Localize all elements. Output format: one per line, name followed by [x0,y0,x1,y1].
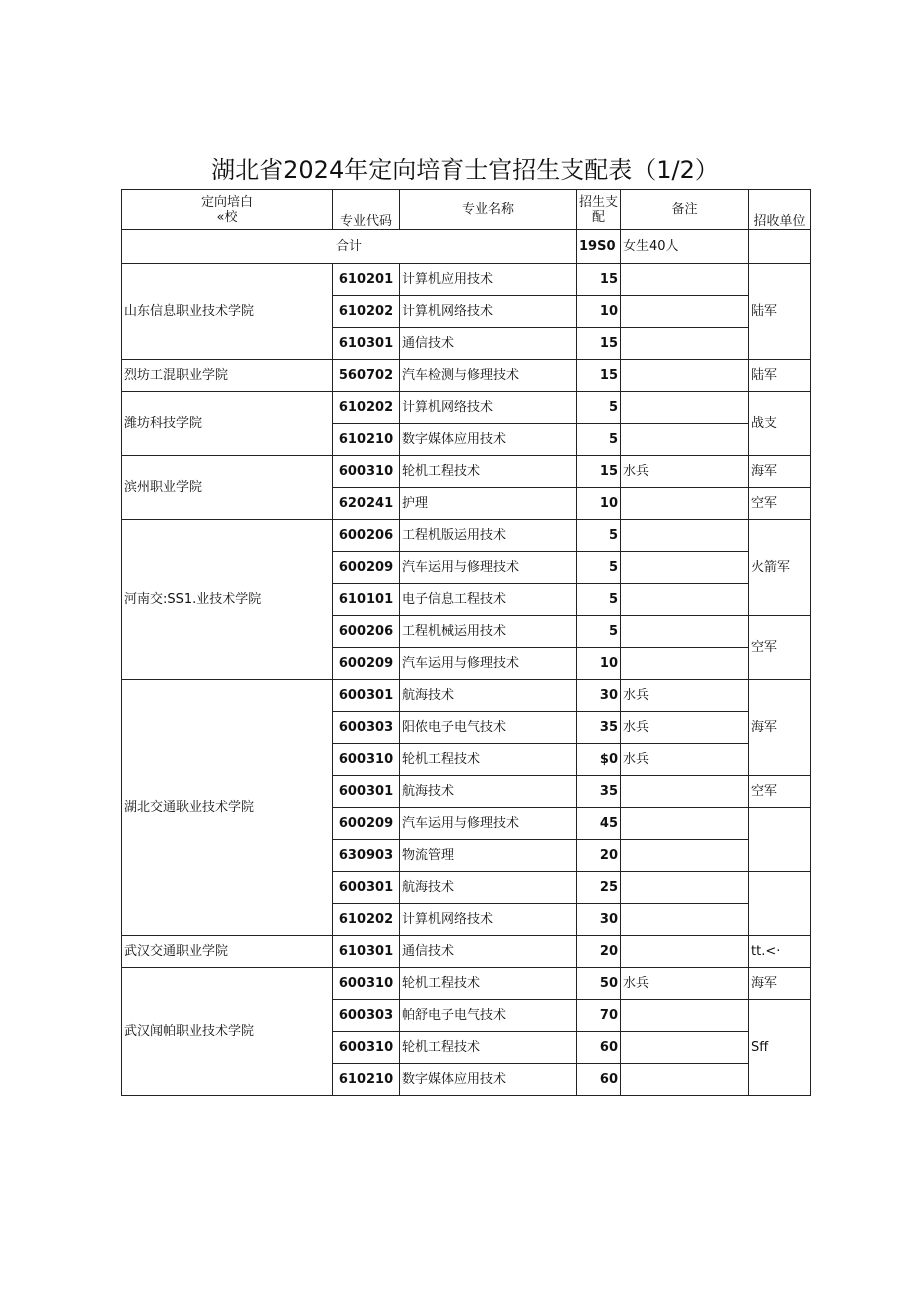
major-code: 630903 [333,840,400,872]
allocation-table [121,189,811,1096]
quota: 70 [577,1000,621,1032]
school-cell: 山东信息职业技术学院 [122,264,333,360]
major-code: 610202 [333,296,400,328]
major-name: 计算机网络技术 [400,392,577,424]
note [621,520,749,552]
major-name: 轮机工程技术 [400,744,577,776]
table-row [122,680,811,712]
quota: 15 [577,360,621,392]
major-code: 600301 [333,776,400,808]
header-row [122,190,811,230]
major-name: 汽车运用与修理技术 [400,648,577,680]
school-cell: 河南交:SS1.业技术学院 [122,520,333,680]
major-code: 600206 [333,616,400,648]
unit-cell: Sff [749,1000,811,1096]
school-cell: 湖北交通耿业技术学院 [122,680,333,936]
quota: 50 [577,968,621,1000]
major-name: 数字媒体应用技术 [400,1064,577,1096]
unit-cell: 海军 [749,456,811,488]
major-name: 航海技术 [400,872,577,904]
note [621,648,749,680]
header-major: 专业名称 [400,190,577,230]
total-quota: 19S0 [577,230,621,264]
major-code: 600310 [333,456,400,488]
note [621,1064,749,1096]
major-name: 计算机网络技术 [400,904,577,936]
major-name: 物流管理 [400,840,577,872]
note [621,840,749,872]
major-code: 600209 [333,552,400,584]
major-name: 汽车运用与修理技术 [400,552,577,584]
note: 水兵 [621,712,749,744]
quota: 5 [577,552,621,584]
unit-cell: 战支 [749,392,811,456]
header-quota: 招生支配 [577,190,621,230]
note: 水兵 [621,968,749,1000]
note [621,808,749,840]
major-name: 通信技术 [400,936,577,968]
major-name: 阳侬电子电气技术 [400,712,577,744]
note: 水兵 [621,680,749,712]
note [621,296,749,328]
note [621,584,749,616]
major-code: 610301 [333,328,400,360]
header-note: 备注 [621,190,749,230]
major-code: 600209 [333,648,400,680]
major-name: 汽车运用与修理技术 [400,808,577,840]
quota: 5 [577,616,621,648]
table-row [122,264,811,296]
unit-cell [749,872,811,936]
quota: 45 [577,808,621,840]
quota: 60 [577,1032,621,1064]
quota: 30 [577,680,621,712]
major-name: 计算机应用技术 [400,264,577,296]
table-row [122,968,811,1000]
page-title: 湖北省2024年定向培育士官招生支配表（1/2） [211,156,719,184]
quota: 60 [577,1064,621,1096]
major-name: 工程机械运用技术 [400,616,577,648]
unit-cell: 陆军 [749,264,811,360]
major-code: 600301 [333,680,400,712]
quota: 30 [577,904,621,936]
table-row [122,456,811,488]
major-code: 600303 [333,1000,400,1032]
note [621,424,749,456]
major-name: 计算机网络技术 [400,296,577,328]
major-code: 610201 [333,264,400,296]
unit-cell [749,808,811,872]
unit-cell: 空军 [749,488,811,520]
note [621,328,749,360]
total-row [122,230,811,264]
unit-cell: 海军 [749,968,811,1000]
quota: 10 [577,296,621,328]
major-code: 600206 [333,520,400,552]
note [621,1032,749,1064]
school-cell: 武汉闻帕职业技术学院 [122,968,333,1096]
note: 水兵 [621,456,749,488]
note [621,264,749,296]
quota: 35 [577,712,621,744]
school-cell: 武汉交通职业学院 [122,936,333,968]
major-code: 620241 [333,488,400,520]
total-label: 合计 [122,230,577,264]
major-code: 600310 [333,1032,400,1064]
quota: 15 [577,456,621,488]
school-cell: 潍坊科技学院 [122,392,333,456]
unit-cell: 空军 [749,776,811,808]
major-name: 轮机工程技术 [400,1032,577,1064]
unit-cell: 火箭军 [749,520,811,616]
note [621,616,749,648]
major-code: 600303 [333,712,400,744]
quota: 20 [577,840,621,872]
quota: 10 [577,488,621,520]
major-code: 560702 [333,360,400,392]
note [621,904,749,936]
major-name: 轮机工程技术 [400,968,577,1000]
note [621,776,749,808]
major-code: 600310 [333,744,400,776]
major-code: 600209 [333,808,400,840]
major-name: 汽车检测与修理技术 [400,360,577,392]
major-name: 航海技术 [400,680,577,712]
school-cell: 烈坊工混职业学院 [122,360,333,392]
major-name: 护理 [400,488,577,520]
table-row [122,392,811,424]
major-code: 600301 [333,872,400,904]
major-code: 610101 [333,584,400,616]
quota: 15 [577,264,621,296]
unit-cell: 空军 [749,616,811,680]
major-name: 帕舒电子电气技术 [400,1000,577,1032]
unit-cell: 陆军 [749,360,811,392]
major-name: 轮机工程技术 [400,456,577,488]
note [621,360,749,392]
major-code: 610202 [333,392,400,424]
table-row [122,936,811,968]
table-row [122,520,811,552]
quota: 35 [577,776,621,808]
quota: 5 [577,584,621,616]
major-name: 航海技术 [400,776,577,808]
header-unit: 招收单位 [749,190,811,230]
total-note: 女生40人 [621,230,749,264]
note [621,392,749,424]
note [621,1000,749,1032]
note [621,936,749,968]
note [621,552,749,584]
note [621,488,749,520]
quota: $0 [577,744,621,776]
major-code: 600310 [333,968,400,1000]
major-code: 610202 [333,904,400,936]
quota: 15 [577,328,621,360]
header-school: 定向培白 «校 [122,190,333,230]
major-code: 610210 [333,1064,400,1096]
quota: 5 [577,520,621,552]
major-name: 工程机版运用技术 [400,520,577,552]
quota: 10 [577,648,621,680]
table-row [122,360,811,392]
quota: 5 [577,392,621,424]
major-name: 电子信息工程技术 [400,584,577,616]
quota: 25 [577,872,621,904]
note: 水兵 [621,744,749,776]
total-unit [749,230,811,264]
major-code: 610301 [333,936,400,968]
major-name: 通信技术 [400,328,577,360]
school-cell: 滨州职业学院 [122,456,333,520]
major-name: 数字媒体应用技术 [400,424,577,456]
note [621,872,749,904]
major-code: 610210 [333,424,400,456]
quota: 20 [577,936,621,968]
unit-cell: tt.<· [749,936,811,968]
header-code: 专业代码 [333,190,400,230]
unit-cell: 海军 [749,680,811,776]
quota: 5 [577,424,621,456]
